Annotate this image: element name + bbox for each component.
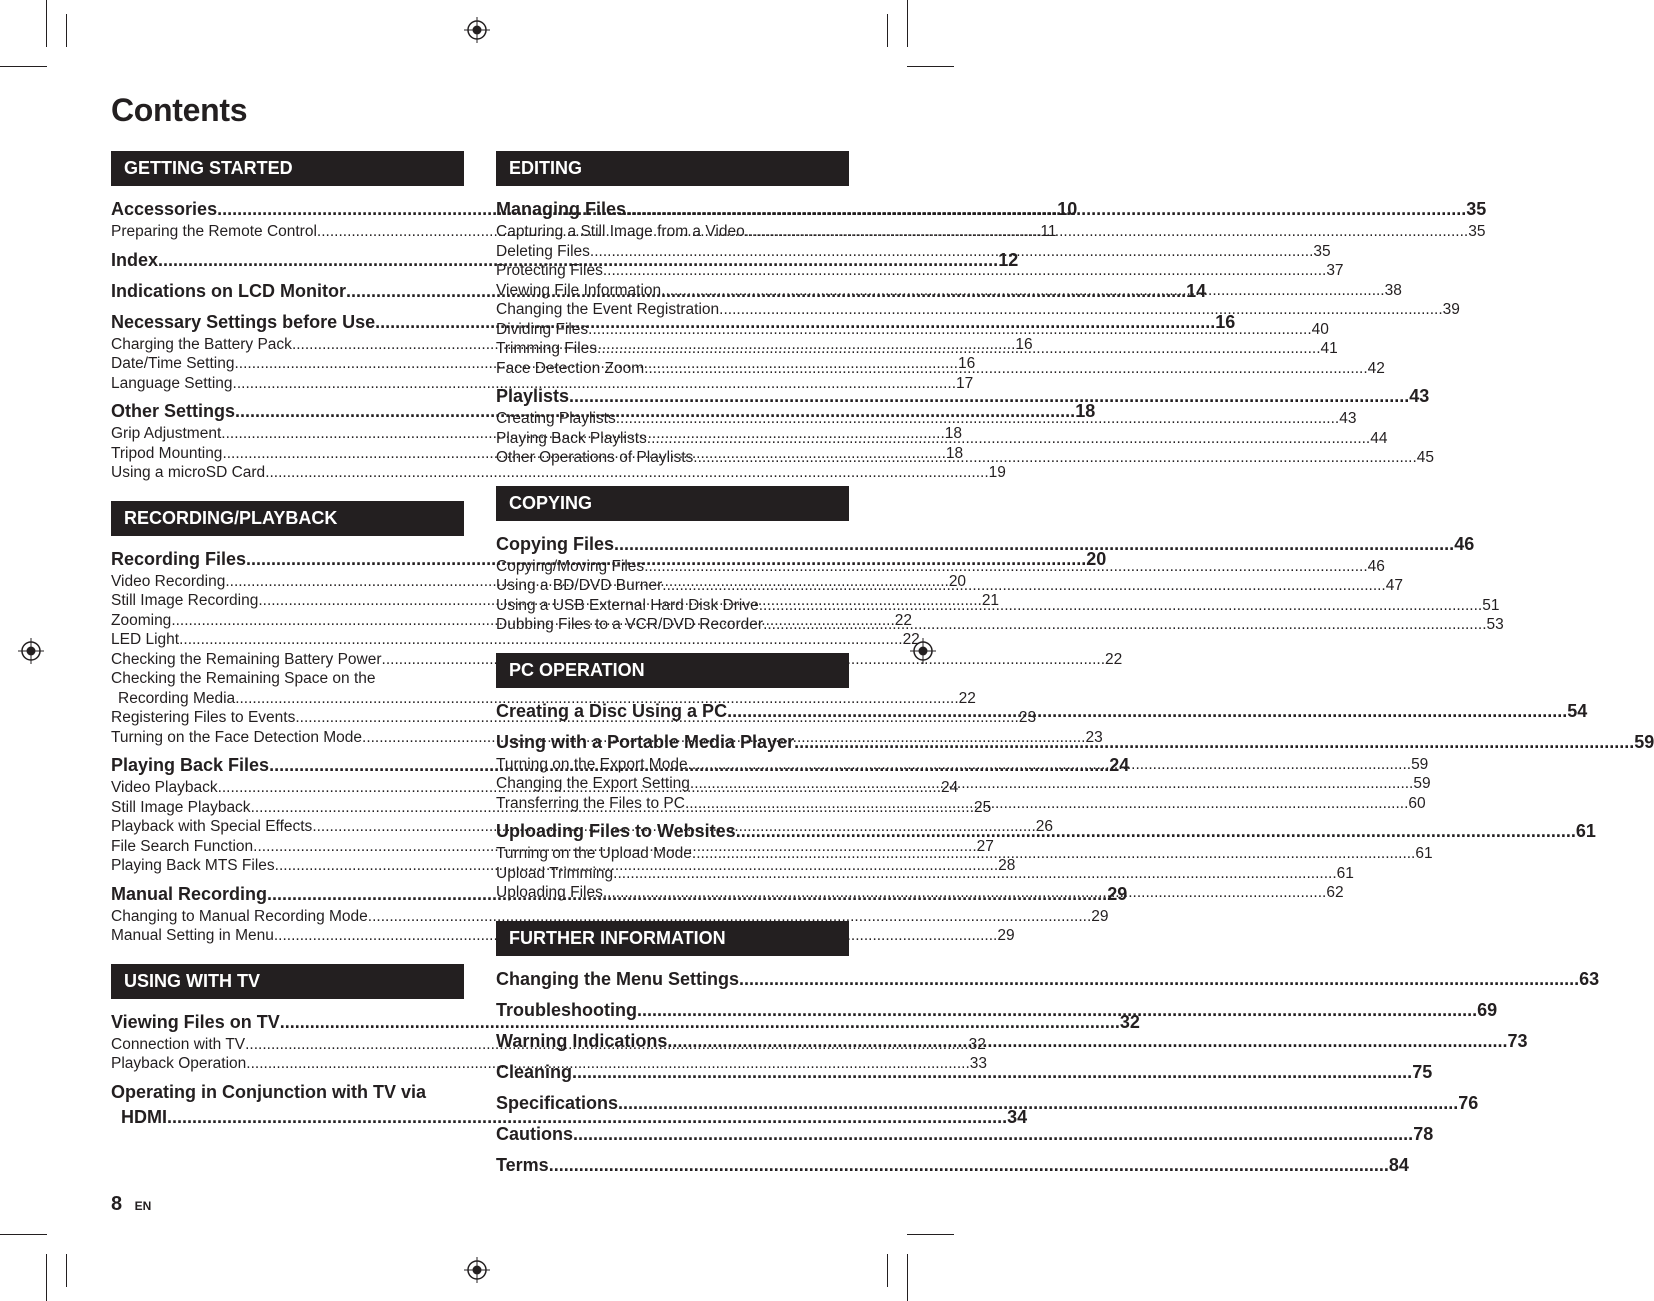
entry-page: 22 [902, 631, 920, 648]
entry-page: 40 [1311, 320, 1329, 338]
leader-dots [693, 448, 1416, 468]
leader-dots [647, 429, 1370, 449]
crop-mark [46, 1254, 47, 1301]
crop-mark [887, 14, 888, 47]
entry-page: 18 [945, 444, 964, 462]
entry-page: 33 [969, 1055, 988, 1072]
toc-sub-entry[interactable] [111, 463, 1006, 483]
leader-dots [763, 615, 1486, 635]
entry-title: Preparing the Remote Control [111, 223, 317, 240]
entry-page: 78 [1413, 1123, 1434, 1144]
toc-main-entry[interactable] [496, 1091, 1479, 1116]
entry-page: 75 [1412, 1061, 1433, 1082]
toc-sub-entry[interactable] [111, 630, 920, 650]
leader-dots [759, 596, 1482, 616]
section-header: PC OPERATION [496, 653, 849, 688]
crop-mark [907, 0, 908, 47]
entry-title: Playback Operation [111, 1055, 247, 1072]
crop-mark [0, 66, 47, 67]
entry-title: Video Playback [111, 779, 218, 796]
entry-title: Creating a Disc Using a PC [496, 700, 728, 721]
section-header: FURTHER INFORMATION [496, 921, 849, 956]
entry-page: 35 [1466, 199, 1487, 219]
leader-dots [688, 755, 1411, 775]
entry-title: Copying/Moving Files [496, 557, 645, 575]
entry-title: Face Detection Zoom [496, 359, 645, 377]
entry-page: 22 [958, 689, 976, 707]
leader-dots [690, 774, 1413, 794]
entry-title: Changing to Manual Recording Mode [111, 907, 368, 925]
entry-title: Deleting Files [496, 242, 590, 260]
entry-title: Protecting Files [496, 262, 603, 279]
entry-page: 20 [1086, 548, 1107, 569]
entry-title: Playing Back Files [111, 755, 270, 775]
leader-dots [662, 576, 1385, 596]
entry-title: Video Recording [111, 572, 226, 590]
entry-page: 54 [1567, 700, 1588, 721]
toc-main-entry[interactable] [496, 1153, 1409, 1178]
entry-title: Playlists [496, 386, 570, 406]
entry-page: 69 [1477, 999, 1498, 1020]
entry-title: Accessories [111, 199, 218, 219]
leader-dots [603, 261, 1326, 281]
crop-mark [46, 0, 47, 47]
entry-title: Other Settings [111, 401, 236, 421]
entry-title: Dividing Files [496, 320, 589, 338]
leader-dots [626, 197, 1466, 222]
entry-page: 35 [1468, 223, 1486, 240]
leader-dots [572, 1060, 1412, 1085]
leader-dots [727, 699, 1567, 724]
entry-title: Zooming [111, 611, 172, 629]
entry-page: 41 [1320, 340, 1338, 357]
entry-title-line: Checking the Remaining Space on the [111, 670, 376, 687]
entry-page: 51 [1482, 596, 1500, 614]
entry-page: 61 [1336, 864, 1354, 882]
leader-dots [794, 730, 1634, 755]
crop-mark [66, 14, 67, 47]
entry-page: 17 [956, 374, 974, 392]
entry-page: 39 [1442, 301, 1460, 318]
entry-page: 24 [1109, 755, 1130, 775]
toc-group [496, 1153, 1409, 1178]
entry-page: 38 [1384, 281, 1402, 299]
crop-mark [907, 1254, 908, 1301]
entry-page: 16 [1215, 311, 1236, 332]
entry-title: Language Setting [111, 374, 233, 392]
entry-title: Terms [496, 1154, 549, 1175]
leader-dots [590, 242, 1313, 262]
leader-dots [745, 222, 1468, 242]
toc-main-entry[interactable] [496, 532, 1475, 557]
section-header: GETTING STARTED [111, 151, 464, 186]
leader-dots [719, 300, 1442, 320]
toc-sub-entry[interactable] [111, 374, 974, 394]
entry-page: 29 [997, 927, 1015, 944]
leader-dots [573, 1122, 1413, 1147]
entry-title: Changing the Export Setting [496, 775, 690, 792]
entry-page: 42 [1367, 359, 1385, 377]
section-header: RECORDING/PLAYBACK [111, 501, 464, 536]
entry-page: 27 [976, 837, 994, 855]
entry-title: Transferring the Files to PC [496, 794, 685, 812]
entry-page: 28 [998, 857, 1016, 874]
entry-page: 44 [1370, 429, 1388, 447]
entry-page: 24 [941, 779, 959, 796]
entry-title: Cautions [496, 1123, 574, 1144]
entry-title: Using with a Portable Media Player [496, 731, 795, 752]
leader-dots [644, 359, 1367, 379]
entry-page: 29 [1107, 883, 1128, 904]
entry-title: Upload Trimming [496, 864, 614, 882]
entry-title: Copying Files [496, 533, 615, 554]
entry-page: 18 [1075, 401, 1096, 421]
entry-page: 47 [1385, 577, 1403, 594]
entry-page: 16 [1015, 335, 1033, 353]
registration-mark-icon [464, 17, 490, 43]
leader-dots [569, 384, 1409, 409]
entry-title: Playing Back Playlists [496, 429, 647, 447]
toc-main-entry[interactable] [496, 384, 1430, 409]
entry-page: 22 [1105, 650, 1123, 668]
crop-mark [907, 66, 954, 67]
entry-page: 18 [944, 425, 963, 442]
page-footer [111, 1193, 151, 1216]
entry-title: Playback with Special Effects [111, 818, 313, 835]
leader-dots [614, 532, 1454, 557]
entry-title: Manual Recording [111, 883, 268, 904]
entry-page: 43 [1339, 410, 1357, 427]
toc-sub-entry[interactable] [111, 907, 1109, 927]
crop-mark [887, 1254, 888, 1287]
entry-title: Still Image Playback [111, 798, 251, 816]
entry-title: Capturing a Still Image from a Video [496, 223, 745, 240]
entry-title: Warning Indications [496, 1030, 668, 1051]
entry-title: Changing the Menu Settings [496, 968, 739, 989]
toc-sub-entry[interactable] [496, 261, 1344, 281]
toc-group [496, 967, 1600, 992]
entry-title: Charging the Battery Pack [111, 335, 292, 353]
leader-dots [685, 794, 1408, 814]
entry-page: 53 [1486, 616, 1504, 633]
leader-dots [661, 281, 1384, 301]
leader-dots [613, 864, 1336, 884]
entry-title: Cleaning [496, 1061, 573, 1082]
entry-title: Turning on the Upload Mode [496, 845, 692, 862]
entry-title: Uploading Files to Websites [496, 821, 736, 841]
entry-page: 62 [1326, 884, 1344, 901]
leader-dots [644, 557, 1367, 577]
entry-page: 11 [1040, 223, 1057, 240]
entry-title: Uploading Files [496, 884, 603, 901]
entry-page: 20 [948, 572, 967, 590]
entry-title: Specifications [496, 1092, 619, 1113]
entry-page: 73 [1507, 1030, 1528, 1051]
entry-title: Indications on LCD Monitor [111, 280, 346, 301]
entry-page: 61 [1415, 845, 1433, 862]
toc-group [496, 1091, 1479, 1116]
entry-page: 19 [988, 464, 1006, 481]
leader-dots [667, 1029, 1507, 1054]
toc-sub-entry[interactable] [111, 689, 976, 709]
entry-title: Connection with TV [111, 1035, 246, 1053]
entry-title: Turning on the Export Mode [496, 755, 688, 773]
crop-mark [907, 1234, 954, 1235]
leader-dots [637, 998, 1477, 1023]
entry-title: Grip Adjustment [111, 425, 222, 442]
entry-title: Turning on the Face Detection Mode [111, 728, 363, 746]
entry-page: 76 [1458, 1092, 1479, 1113]
leader-dots [588, 320, 1311, 340]
entry-page: 43 [1409, 386, 1430, 406]
entry-title: Using a USB External Hard Disk Drive [496, 596, 759, 614]
toc-sub-entry[interactable] [496, 300, 1460, 320]
entry-title: Dubbing Files to a VCR/DVD Recorder [496, 616, 764, 633]
entry-title: Necessary Settings before Use [111, 311, 376, 332]
leader-dots [549, 1153, 1389, 1178]
entry-title: Viewing Files on TV [111, 1011, 280, 1032]
entry-page: 46 [1367, 557, 1385, 575]
entry-page: 35 [1313, 242, 1331, 260]
entry-page: 34 [1007, 1106, 1028, 1127]
entry-title: Using a BD/DVD Burner [496, 577, 663, 594]
entry-page: 23 [1018, 709, 1037, 726]
toc-main-entry[interactable] [496, 1122, 1434, 1147]
entry-title: Index [111, 249, 159, 270]
entry-page: 61 [1575, 821, 1596, 841]
page-number: 8 [111, 1193, 123, 1215]
section-header: EDITING [496, 151, 849, 186]
entry-page: 25 [974, 798, 992, 816]
toc-group [496, 1122, 1434, 1147]
leader-dots [597, 339, 1320, 359]
entry-page: 23 [1085, 728, 1103, 746]
registration-mark-icon [464, 1257, 490, 1283]
entry-page: 63 [1579, 968, 1600, 989]
entry-title: Date/Time Setting [111, 355, 235, 372]
entry-page: 84 [1388, 1154, 1409, 1175]
entry-title: LED Light [111, 631, 180, 648]
entry-page: 26 [1035, 818, 1054, 835]
entry-title: Registering Files to Events [111, 709, 296, 726]
entry-title: Creating Playlists [496, 410, 616, 427]
entry-title-line: Operating in Conjunction with TV via [111, 1081, 426, 1102]
entry-title: Viewing File Information [496, 281, 662, 299]
toc-main-entry[interactable] [111, 1010, 1140, 1035]
leader-dots [616, 409, 1339, 429]
entry-page: 59 [1634, 731, 1654, 752]
section-header: USING WITH TV [111, 964, 464, 999]
entry-title: File Search Function [111, 837, 254, 855]
leader-dots [739, 967, 1579, 992]
page-title: Contents [111, 92, 248, 128]
toc-main-entry[interactable] [111, 1105, 1028, 1130]
leader-dots [603, 883, 1326, 903]
entry-title: Still Image Recording [111, 592, 259, 609]
entry-page: 46 [1454, 533, 1475, 554]
entry-title: Recording Files [111, 548, 247, 569]
entry-page: 29 [1091, 907, 1109, 925]
entry-page: 14 [1186, 280, 1207, 301]
entry-title: Managing Files [496, 199, 627, 219]
leader-dots [736, 819, 1576, 844]
section-header: COPYING [496, 486, 849, 521]
entry-page: 59 [1411, 755, 1429, 773]
entry-page: 21 [981, 592, 1000, 609]
entry-title: Recording Media [118, 689, 236, 707]
toc-main-entry[interactable] [496, 967, 1600, 992]
entry-page: 16 [957, 355, 976, 372]
entry-page: 45 [1416, 449, 1435, 466]
registration-mark-icon [18, 638, 44, 664]
entry-page: 32 [1119, 1011, 1140, 1032]
entry-title: Trimming Files [496, 340, 598, 357]
leader-dots [692, 844, 1415, 864]
entry-page: 12 [998, 249, 1019, 270]
entry-page: 37 [1326, 262, 1344, 279]
page-language: EN [134, 1199, 152, 1213]
entry-page: 59 [1413, 775, 1431, 792]
entry-title: Manual Setting in Menu [111, 927, 274, 944]
entry-page: 22 [894, 611, 913, 629]
entry-page: 10 [1057, 199, 1078, 219]
crop-mark [0, 1234, 47, 1235]
entry-title: Changing the Event Registration [496, 301, 720, 318]
crop-mark [66, 1254, 67, 1287]
entry-title: Playing Back MTS Files [111, 857, 275, 874]
entry-title: Other Operations of Playlists [496, 449, 694, 466]
entry-page: 32 [968, 1035, 986, 1053]
entry-title: Troubleshooting [496, 999, 637, 1020]
entry-title: HDMI [121, 1106, 167, 1127]
entry-title: Tripod Mounting [111, 444, 223, 462]
leader-dots [618, 1091, 1458, 1116]
entry-title: Using a microSD Card [111, 464, 266, 481]
entry-page: 60 [1408, 794, 1426, 812]
entry-title: Checking the Remaining Battery Power [111, 650, 382, 668]
